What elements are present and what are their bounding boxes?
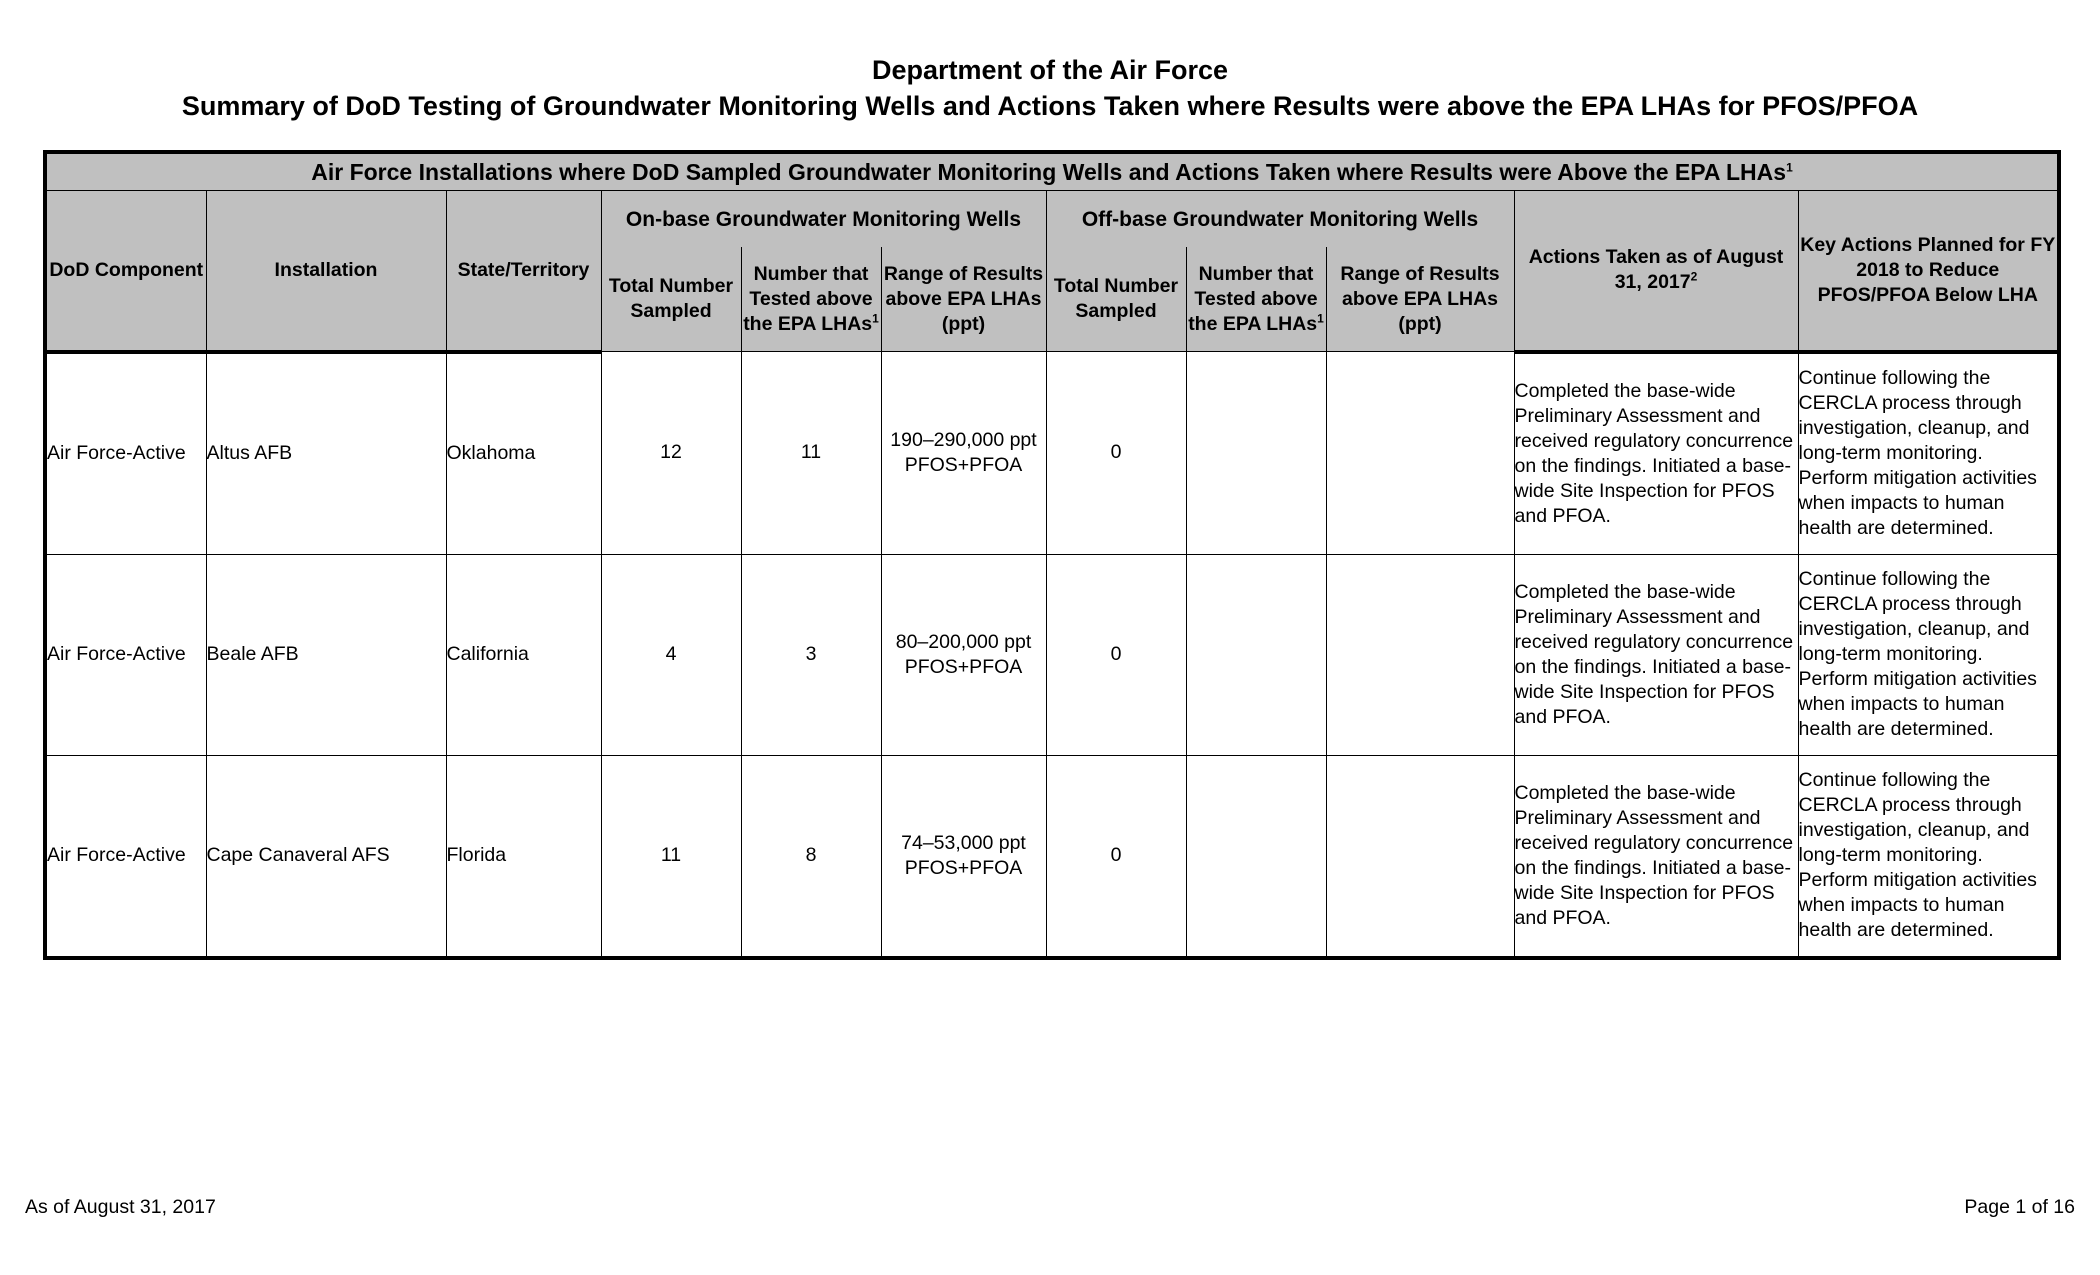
table-row: [45, 755, 2059, 958]
table-banner: Air Force Installations where DoD Sampled Groundwater Monitoring Wells and Actions Taken where Results were Above the EPA LHAs$^1$: [45, 152, 2059, 191]
cell-on-total: 12: [601, 352, 741, 555]
col-key-actions: Key Actions Planned for FY 2018 to Reduce PFOS/PFOA Below LHA: [1798, 191, 2059, 352]
footer-page-number: Page 1 of 16: [1964, 1196, 2075, 1218]
cell-component: Air Force-Active: [45, 554, 206, 755]
page-subtitle: Summary of DoD Testing of Groundwater Monitoring Wells and Actions Taken where Results were above the EPA LHAs for PFOS/PFOA: [181, 91, 1919, 121]
cell-planned: Continue following the CERCLA process through investigation, cleanup, and long-term monitoring. Perform mitigation activities when impacts to human health are determined.: [1798, 755, 2059, 958]
cell-off-tested: [1186, 554, 1326, 755]
col-onbase-tested: Number that Tested above the EPA LHAs$^1$: [741, 247, 881, 352]
cell-off-total: 0: [1046, 352, 1186, 555]
table-row: [45, 352, 2059, 555]
cell-on-range: 74–53,000 ppt PFOS+PFOA: [881, 755, 1046, 958]
cell-on-range: 190–290,000 ppt PFOS+PFOA: [881, 352, 1046, 555]
cell-component: Air Force-Active: [45, 352, 206, 555]
cell-on-tested: 8: [741, 755, 881, 958]
cell-installation: Cape Canaveral AFS: [206, 755, 446, 958]
cell-off-total: 0: [1046, 554, 1186, 755]
page-title: Department of the Air Force: [871, 55, 1229, 85]
cell-state: California: [446, 554, 601, 755]
cell-off-tested: [1186, 352, 1326, 555]
col-onbase-total: Total Number Sampled: [601, 247, 741, 352]
cell-on-total: 11: [601, 755, 741, 958]
cell-on-range: 80–200,000 ppt PFOS+PFOA: [881, 554, 1046, 755]
col-group-onbase: On-base Groundwater Monitoring Wells: [601, 191, 1046, 248]
col-onbase-range: Range of Results above EPA LHAs (ppt): [881, 247, 1046, 352]
col-offbase-range: Range of Results above EPA LHAs (ppt): [1326, 247, 1514, 352]
cell-state: Oklahoma: [446, 352, 601, 555]
col-installation: Installation: [206, 191, 446, 352]
cell-on-tested: 3: [741, 554, 881, 755]
cell-off-range: [1326, 755, 1514, 958]
cell-off-total: 0: [1046, 755, 1186, 958]
col-offbase-tested: Number that Tested above the EPA LHAs$^1$: [1186, 247, 1326, 352]
col-state: State/Territory: [446, 191, 601, 352]
cell-installation: Beale AFB: [206, 554, 446, 755]
cell-planned: Continue following the CERCLA process through investigation, cleanup, and long-term monitoring. Perform mitigation activities when impacts to human health are determined.: [1798, 352, 2059, 555]
footer-date: As of August 31, 2017: [25, 1196, 216, 1218]
cell-off-tested: [1186, 755, 1326, 958]
col-dod-component: DoD Component: [45, 191, 206, 352]
installations-table: [43, 150, 2061, 960]
cell-component: Air Force-Active: [45, 755, 206, 958]
cell-actions: Completed the base-wide Preliminary Assessment and received regulatory concurrence on the findings. Initiated a base-wide Site Inspection for PFOS and PFOA.: [1514, 554, 1798, 755]
cell-off-range: [1326, 352, 1514, 555]
table-row: [45, 554, 2059, 755]
cell-actions: Completed the base-wide Preliminary Assessment and received regulatory concurrence on the findings. Initiated a base-wide Site Inspection for PFOS and PFOA.: [1514, 352, 1798, 555]
cell-on-total: 4: [601, 554, 741, 755]
cell-planned: Continue following the CERCLA process through investigation, cleanup, and long-term monitoring. Perform mitigation activities when impacts to human health are determined.: [1798, 554, 2059, 755]
cell-installation: Altus AFB: [206, 352, 446, 555]
cell-actions: Completed the base-wide Preliminary Assessment and received regulatory concurrence on the findings. Initiated a base-wide Site Inspection for PFOS and PFOA.: [1514, 755, 1798, 958]
cell-on-tested: 11: [741, 352, 881, 555]
cell-off-range: [1326, 554, 1514, 755]
col-group-offbase: Off-base Groundwater Monitoring Wells: [1046, 191, 1514, 248]
cell-state: Florida: [446, 755, 601, 958]
col-offbase-total: Total Number Sampled: [1046, 247, 1186, 352]
col-actions-taken: Actions Taken as of August 31, 2017$^2$: [1514, 191, 1798, 352]
page-header: [0, 52, 2100, 124]
